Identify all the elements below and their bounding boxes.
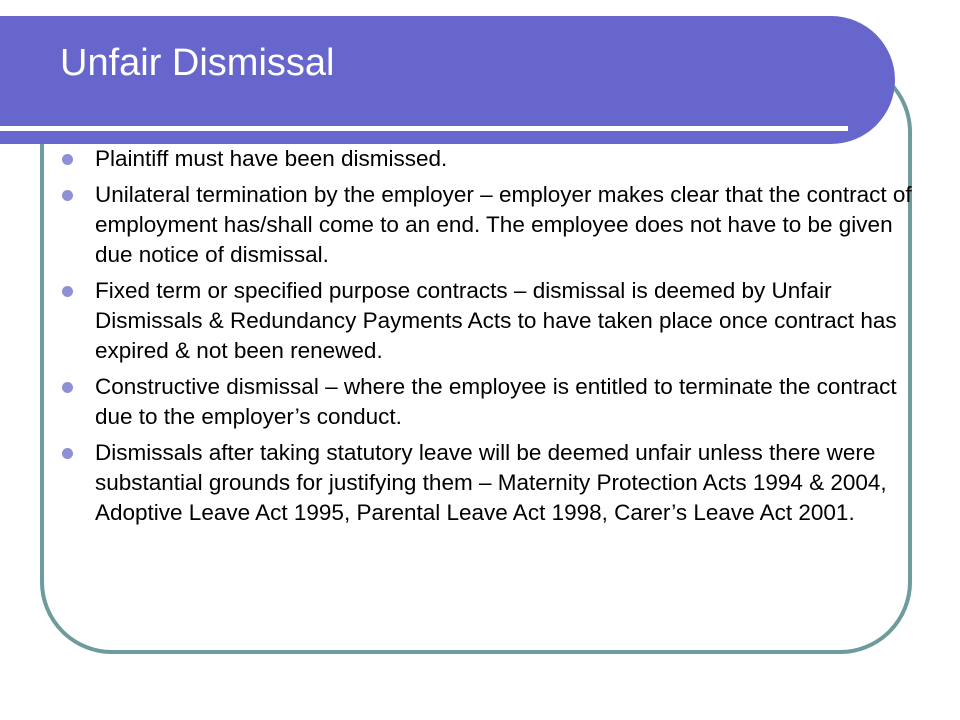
bullet-item <box>62 144 912 174</box>
bullet-item <box>62 276 912 366</box>
bullet-icon <box>62 286 73 297</box>
title-underline <box>0 126 848 131</box>
bullet-text: Constructive dismissal – where the employee is entitled to terminate the contract due to the employer’s conduct. <box>95 374 897 429</box>
bullet-text: Unilateral termination by the employer – employer makes clear that the contract of employment has/shall come to an end. The employee does not have to be given due notice of dismissal. <box>95 182 912 267</box>
bullet-item <box>62 180 912 270</box>
bullet-icon <box>62 382 73 393</box>
bullet-text: Fixed term or specified purpose contracts – dismissal is deemed by Unfair Dismissals & Redundancy Payments Acts to have taken place once contract has expired & not been renewed. <box>95 278 897 363</box>
bullet-item <box>62 372 912 432</box>
bullet-icon <box>62 190 73 201</box>
bullet-text: Dismissals after taking statutory leave will be deemed unfair unless there were substantial grounds for justifying them – Maternity Protection Acts 1994 & 2004, Adoptive Leave Act 1995, Parental Leave Act 1998, Carer’s Leave Act 2001. <box>95 440 887 525</box>
bullet-icon <box>62 448 73 459</box>
bullet-list <box>62 144 912 534</box>
bullet-item <box>62 438 912 528</box>
bullet-text: Plaintiff must have been dismissed. <box>95 146 448 171</box>
bullet-icon <box>62 154 73 165</box>
slide-title: Unfair Dismissal <box>60 42 335 84</box>
